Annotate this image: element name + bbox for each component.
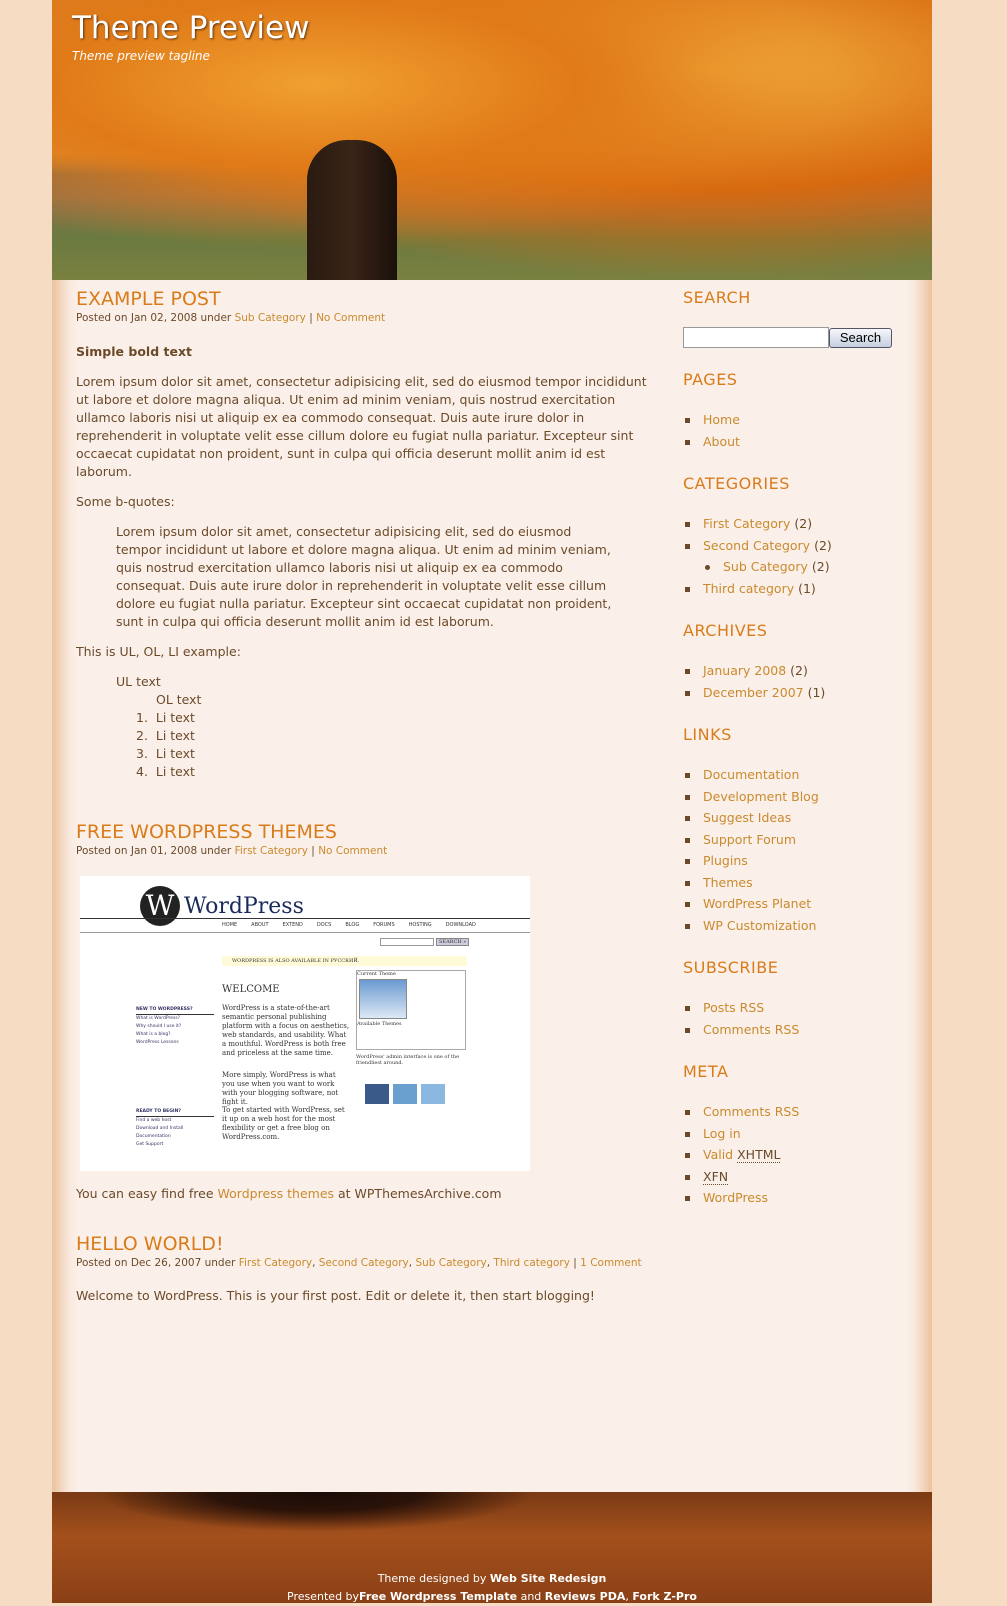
bold-text: Simple bold text: [76, 344, 192, 359]
sidebar: [683, 288, 903, 1231]
blogroll-link[interactable]: Suggest Ideas: [703, 810, 792, 825]
li-item: 1. Li text: [136, 710, 195, 725]
category-link[interactable]: First Category: [234, 845, 308, 857]
category-link[interactable]: First Category: [703, 516, 791, 531]
wordpress-logo-icon: W: [140, 886, 180, 926]
ol-text: OL text: [156, 692, 202, 707]
paragraph: Lorem ipsum dolor sit amet, consectetur adipisicing elit, sed do eiusmod tempor incididunt ut labore et dolore magna aliqua. Ut enim ad minim veniam, quis nostrud exercitation ullamco laboris nisi ut aliquip ex ea commodo consequat. Duis aute irure dolor in reprehenderit in voluptate velit esse cillum dolore eu fugiat nulla pariatur. Excepteur sint occaecat cupidatat non proident, sunt in culpa qui officia deserunt mollit anim id est laborum.: [76, 374, 647, 479]
footer: Theme designed by Web Site Redesign Presented byFree Wordpress Template and Reviews PDA, Fork Z-Pro: [52, 1492, 932, 1603]
widget-links: [683, 725, 903, 936]
fork-z-pro-link[interactable]: Fork Z-Pro: [632, 1590, 697, 1603]
widget-title: CATEGORIES: [683, 474, 790, 493]
page-wrapper: [52, 0, 932, 1603]
free-wordpress-template-link[interactable]: Free Wordpress Template: [359, 1590, 518, 1603]
blogroll-link[interactable]: Support Forum: [703, 831, 797, 847]
post-meta: Posted on Dec 26, 2007 under First Category, Second Category, Sub Category, Third category | 1 Comment: [76, 1257, 642, 1269]
search-button[interactable]: Search: [829, 328, 892, 348]
valid-xhtml-link[interactable]: Valid XHTML: [703, 1147, 781, 1162]
widget-title: ARCHIVES: [683, 621, 768, 640]
tree-trunk-image: [307, 140, 397, 280]
widget-search: [683, 288, 903, 348]
list-intro: This is UL, OL, LI example:: [76, 644, 241, 659]
post-title[interactable]: EXAMPLE POST: [76, 288, 221, 310]
post-meta: Posted on Jan 01, 2008 under First Category | No Comment: [76, 845, 388, 857]
comments-rss-link[interactable]: Comments RSS: [703, 1021, 800, 1037]
widget-title: SEARCH: [683, 288, 751, 307]
reviews-pda-link[interactable]: Reviews PDA: [544, 1590, 626, 1603]
comments-link[interactable]: No Comment: [318, 845, 388, 857]
wordpress-link[interactable]: WordPress: [703, 1190, 769, 1205]
xfn-link[interactable]: XFN: [703, 1168, 729, 1184]
wp-logo-text: WordPress: [184, 894, 304, 919]
category-link[interactable]: Third category: [493, 1257, 570, 1269]
widget-title: META: [683, 1062, 729, 1081]
category-link[interactable]: Sub Category: [234, 312, 306, 324]
li-item: 3. Li text: [136, 746, 195, 761]
widget-archives: ARCHIVES January 2008 (2) December 2007 (1): [683, 621, 903, 703]
posts-rss-link[interactable]: Posts RSS: [703, 1000, 765, 1015]
web-site-redesign-link[interactable]: Web Site Redesign: [489, 1572, 607, 1585]
widget-title: LINKS: [683, 725, 732, 744]
post-free-themes: [76, 821, 656, 1203]
li-item: 2. Li text: [136, 728, 195, 743]
blogroll-link[interactable]: Development Blog: [703, 788, 819, 804]
category-link[interactable]: Sub Category: [415, 1257, 487, 1269]
wordpress-themes-link[interactable]: Wordpress themes: [217, 1186, 335, 1201]
blogroll-link[interactable]: WordPress Planet: [703, 896, 812, 911]
search-input[interactable]: [683, 327, 829, 348]
ul-example: [116, 673, 656, 781]
archive-link[interactable]: December 2007: [703, 684, 804, 700]
post-hello-world: [76, 1233, 656, 1303]
widget-title: SUBSCRIBE: [683, 958, 779, 977]
blockquote: Lorem ipsum dolor sit amet, consectetur adipisicing elit, sed do eiusmod tempor incididunt ut labore et dolore magna aliqua. Ut enim ad minim veniam, quis nostrud exercitation ullamco laboris nisi ut aliquip ex ea commodo consequat. Duis aute irure dolor in reprehenderit in voluptate velit esse cillum dolore eu fugiat nulla pariatur. Excepteur sint occaecat cupidatat non proident, sunt in culpa qui officia deserunt mollit anim id est laborum.: [116, 524, 612, 629]
archive-link[interactable]: January 2008: [703, 663, 787, 678]
ul-text: UL text: [116, 674, 161, 689]
blogroll-link[interactable]: WP Customization: [703, 917, 817, 933]
widget-categories: CATEGORIES First Category (2) Second Category (2) Sub Category (2) Third category (1): [683, 474, 903, 599]
widget-meta: [683, 1062, 903, 1209]
post-title[interactable]: HELLO WORLD!: [76, 1233, 224, 1255]
category-link[interactable]: First Category: [238, 1257, 313, 1269]
site-title[interactable]: Theme Preview: [72, 10, 310, 46]
paragraph: Welcome to WordPress. This is your first post. Edit or delete it, then start blogging!: [76, 1288, 595, 1303]
category-link[interactable]: Second Category: [703, 537, 811, 553]
post-meta: Posted on Jan 02, 2008 under Sub Category | No Comment: [76, 312, 386, 324]
blogroll-link[interactable]: Documentation: [703, 767, 800, 782]
ol-example: [136, 691, 656, 781]
header-banner: [52, 0, 932, 280]
widget-subscribe: [683, 958, 903, 1040]
login-link[interactable]: Log in: [703, 1125, 741, 1141]
category-link[interactable]: Third category: [703, 580, 795, 596]
wordpress-screenshot-image: W WordPress HOME ABOUT EXTEND DOCS BLOG FORUMS HOSTING DOWNLOAD SEARCH » WORDPRESS IS ALSO AVAILABLE IN РУССКИЙ. WELCOME WordPress is a state-of-the-art semantic personal publishing platform with a focus on aesthetics, web standards, and usability. What a mouthful. WordPress is both free and priceless at the same time. More simply, WordPress is what you use when you want to work with your blogging software, not fight it. To get started with WordPress, set it up on a web host for the most flexibility or get a free blog on WordPress.com. NEW TO WORDPRESS? What is WordPress? Why should I use it? What is a blog? WordPress Lessons READY TO BEGIN? Find a web host Download and Install Documentation Get Support Current Theme Available Themes WordPress' admin interface is one of the friendliest around.: [80, 876, 530, 1171]
li-item: 4. Li text: [136, 764, 195, 779]
category-link[interactable]: Sub Category: [723, 559, 808, 574]
category-link[interactable]: Second Category: [318, 1257, 409, 1269]
post-example: [76, 288, 656, 781]
comments-link[interactable]: No Comment: [316, 312, 386, 324]
widget-title: PAGES: [683, 370, 738, 389]
blogroll-link[interactable]: Themes: [703, 874, 753, 890]
meta-date: Posted on Jan 02, 2008 under: [76, 312, 235, 324]
comments-link[interactable]: 1 Comment: [580, 1257, 642, 1269]
page-link-about[interactable]: About: [703, 433, 740, 449]
post-title[interactable]: FREE WORDPRESS THEMES: [76, 821, 337, 843]
wp-nav: HOME ABOUT EXTEND DOCS BLOG FORUMS HOSTING DOWNLOAD: [222, 922, 476, 928]
main-content: [76, 288, 656, 1333]
page-link-home[interactable]: Home: [703, 412, 740, 427]
widget-pages: [683, 370, 903, 452]
paragraph: You can easy find free Wordpress themes at WPThemesArchive.com: [76, 1186, 502, 1201]
blogroll-link[interactable]: Plugins: [703, 853, 748, 868]
site-tagline: Theme preview tagline: [72, 49, 210, 63]
comments-rss-link[interactable]: Comments RSS: [703, 1104, 800, 1119]
bq-intro: Some b-quotes:: [76, 494, 175, 509]
